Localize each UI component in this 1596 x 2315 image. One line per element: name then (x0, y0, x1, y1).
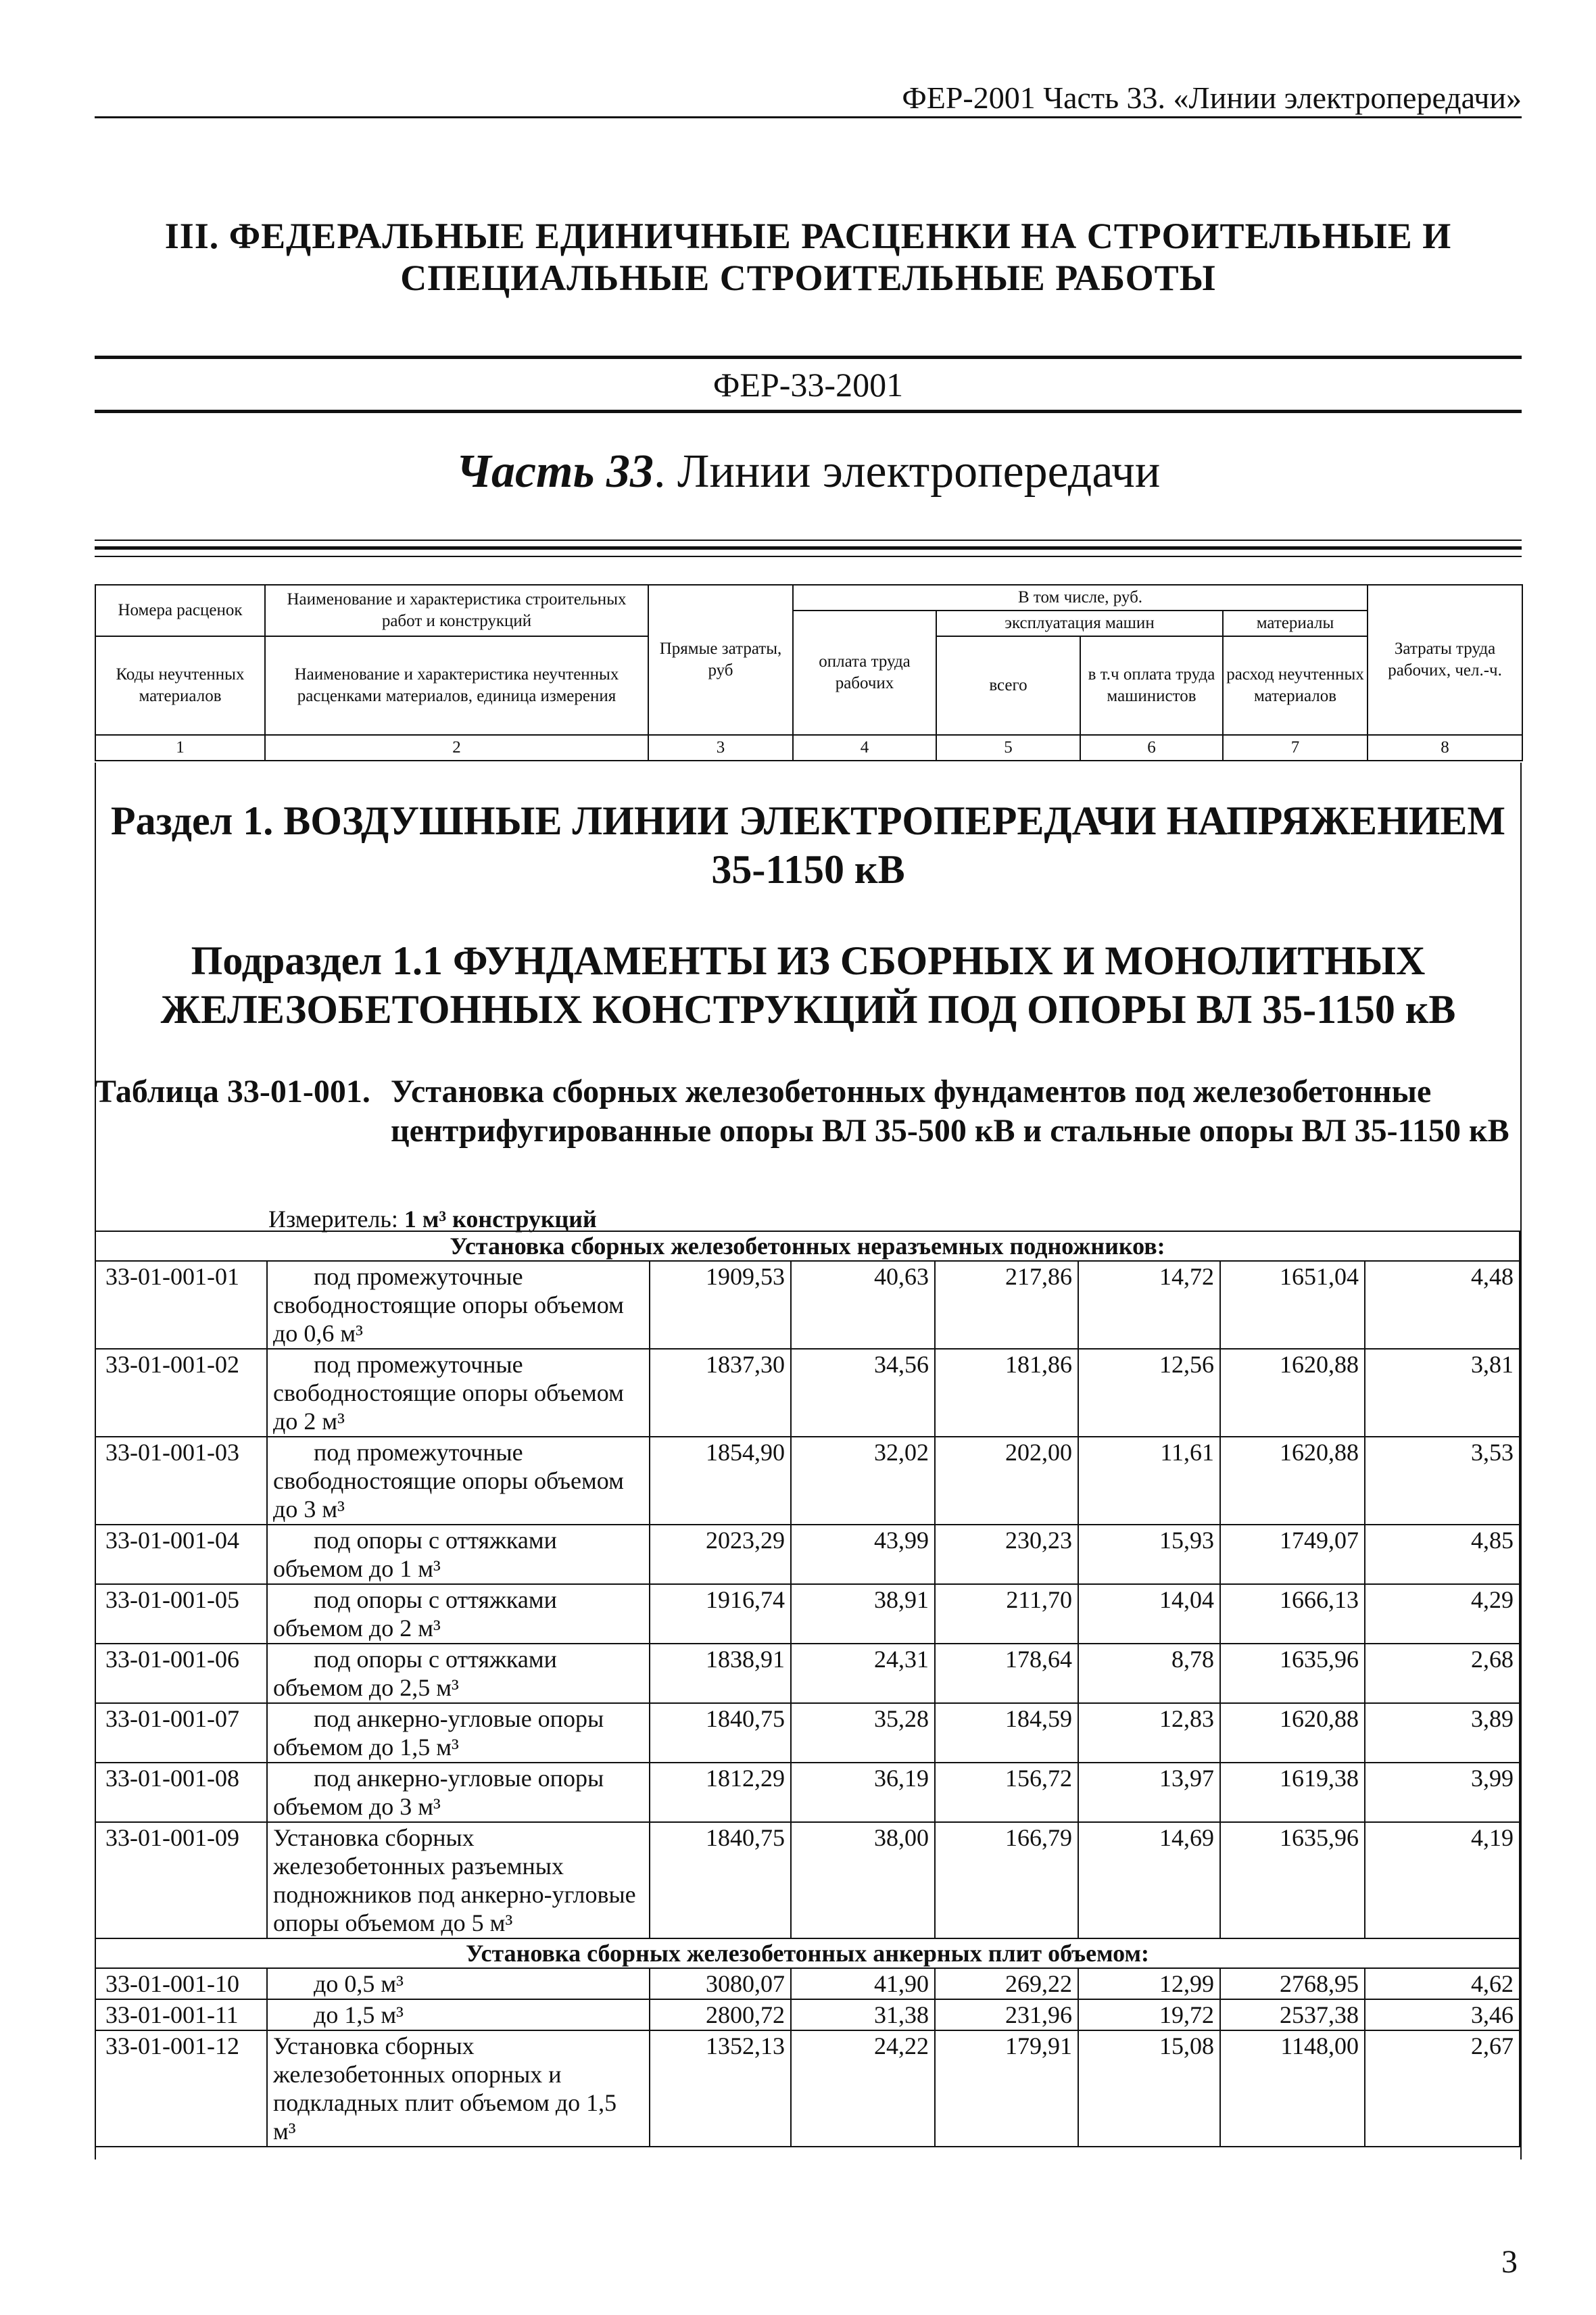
unit-line (268, 1205, 597, 1233)
col-number-8: 8 (1368, 735, 1522, 761)
header-machine-total: всего (936, 636, 1080, 735)
rate-name: под промежуточные свободностоящие опоры объемом до 2 м³ (267, 1349, 650, 1437)
header-machine-operation: эксплуатация машин (936, 611, 1223, 636)
col-number-3: 3 (648, 735, 793, 761)
table-row (95, 1763, 1520, 1822)
header-materials: материалы (1223, 611, 1368, 636)
col-number-7: 7 (1223, 735, 1368, 761)
rate-name: под промежуточные свободностоящие опоры объемом до 0,6 м³ (267, 1261, 650, 1349)
rate-direct-costs: 2023,29 (650, 1525, 791, 1584)
rate-machinist-pay: 12,56 (1078, 1349, 1220, 1437)
rate-worker-pay: 41,90 (791, 1968, 935, 1999)
rate-materials: 1635,96 (1220, 1644, 1365, 1703)
rate-machinist-pay: 14,72 (1078, 1261, 1220, 1349)
rate-name: под анкерно-угловые опоры объемом до 1,5 м³ (267, 1703, 650, 1763)
rate-name: Установка сборных железобетонных опорных и подкладных плит объемом до 1,5 м³ (267, 2030, 650, 2147)
rate-labor-costs: 2,67 (1365, 2030, 1520, 2147)
rate-worker-pay: 32,02 (791, 1437, 935, 1525)
section-title-line-2: 35-1150 кВ (711, 847, 905, 892)
rate-materials: 1666,13 (1220, 1584, 1365, 1644)
col-number-6: 6 (1080, 735, 1223, 761)
rate-machine-total: 230,23 (935, 1525, 1078, 1584)
rate-code: 33-01-001-04 (95, 1525, 267, 1584)
header-material-name: Наименование и характеристика неучтенных расценками материалов, единица измерения (265, 636, 648, 735)
rate-materials: 1635,96 (1220, 1822, 1365, 1938)
rate-materials: 1749,07 (1220, 1525, 1365, 1584)
subsection-title (95, 936, 1522, 1034)
rate-machine-total: 179,91 (935, 2030, 1078, 2147)
rate-name: до 1,5 м³ (267, 1999, 650, 2030)
rate-labor-costs: 3,81 (1365, 1349, 1520, 1437)
rate-direct-costs: 1838,91 (650, 1644, 791, 1703)
rate-worker-pay: 38,91 (791, 1584, 935, 1644)
rate-direct-costs: 1916,74 (650, 1584, 791, 1644)
col-number-1: 1 (95, 735, 265, 761)
table-row (95, 1349, 1520, 1437)
rates-table-body (95, 1231, 1520, 2147)
running-header: ФЕР-2001 Часть 33. «Линии электропередачи» (902, 80, 1522, 115)
rate-direct-costs: 1909,53 (650, 1261, 791, 1349)
rate-name: до 0,5 м³ (267, 1968, 650, 1999)
rate-code: 33-01-001-06 (95, 1644, 267, 1703)
rate-machinist-pay: 13,97 (1078, 1763, 1220, 1822)
rate-machinist-pay: 11,61 (1078, 1437, 1220, 1525)
main-heading (95, 215, 1522, 299)
rate-labor-costs: 3,53 (1365, 1437, 1520, 1525)
rate-code: 33-01-001-10 (95, 1968, 267, 1999)
part-title-number: Часть 33 (456, 446, 654, 498)
rate-machine-total: 181,86 (935, 1349, 1078, 1437)
header-direct-costs: Прямые затраты, руб (648, 585, 793, 735)
group-title: Установка сборных железобетонных неразъемных подножников: (95, 1231, 1520, 1261)
table-row (95, 1437, 1520, 1525)
rate-worker-pay: 34,56 (791, 1349, 935, 1437)
col-number-4: 4 (793, 735, 936, 761)
rate-machinist-pay: 19,72 (1078, 1999, 1220, 2030)
rule-above-table-1 (95, 540, 1522, 541)
rate-machine-total: 178,64 (935, 1644, 1078, 1703)
rate-direct-costs: 1840,75 (650, 1703, 791, 1763)
rate-direct-costs: 1854,90 (650, 1437, 791, 1525)
rate-materials: 1148,00 (1220, 2030, 1365, 2147)
rate-labor-costs: 4,19 (1365, 1822, 1520, 1938)
rate-code: 33-01-001-08 (95, 1763, 267, 1822)
part-title (95, 445, 1522, 499)
rate-machine-total: 202,00 (935, 1437, 1078, 1525)
rate-name: под опоры с оттяжками объемом до 2 м³ (267, 1584, 650, 1644)
header-work-name: Наименование и характеристика строительных работ и конструкций (265, 585, 648, 636)
table-row (95, 1822, 1520, 1938)
rate-machinist-pay: 14,04 (1078, 1584, 1220, 1644)
unit-label: Измеритель: (268, 1206, 404, 1233)
subsection-title-line-2: ЖЕЛЕЗОБЕТОННЫХ КОНСТРУКЦИЙ ПОД ОПОРЫ ВЛ 35-1150 кВ (160, 987, 1456, 1032)
rate-code: 33-01-001-07 (95, 1703, 267, 1763)
rate-machine-total: 269,22 (935, 1968, 1078, 1999)
rule-above-table-3 (95, 556, 1522, 557)
header-labor-costs: Затраты труда рабочих, чел.-ч. (1368, 585, 1522, 735)
rate-direct-costs: 1837,30 (650, 1349, 791, 1437)
rate-name: под опоры с оттяжками объемом до 2,5 м³ (267, 1644, 650, 1703)
header-rate-numbers: Номера расценок (95, 585, 265, 636)
rate-code: 33-01-001-11 (95, 1999, 267, 2030)
header-rule (95, 116, 1522, 118)
rate-worker-pay: 40,63 (791, 1261, 935, 1349)
rate-materials: 1619,38 (1220, 1763, 1365, 1822)
table-row (95, 1525, 1520, 1584)
page-number: 3 (1501, 2244, 1518, 2280)
rate-worker-pay: 43,99 (791, 1525, 935, 1584)
column-header-table (95, 584, 1523, 761)
rate-code: 33-01-001-02 (95, 1349, 267, 1437)
table-caption-label: Таблица 33-01-001. (95, 1074, 370, 1109)
rule-below-code (95, 410, 1522, 413)
section-title-line-1: Раздел 1. ВОЗДУШНЫЕ ЛИНИИ ЭЛЕКТРОПЕРЕДАЧИ НАПРЯЖЕНИЕМ (110, 798, 1506, 843)
rate-labor-costs: 4,85 (1365, 1525, 1520, 1584)
rate-machinist-pay: 12,99 (1078, 1968, 1220, 1999)
rate-materials: 2768,95 (1220, 1968, 1365, 1999)
rate-machine-total: 217,86 (935, 1261, 1078, 1349)
rate-labor-costs: 2,68 (1365, 1644, 1520, 1703)
rate-direct-costs: 2800,72 (650, 1999, 791, 2030)
rate-labor-costs: 3,89 (1365, 1703, 1520, 1763)
header-worker-pay: оплата труда рабочих (793, 611, 936, 735)
unit-value: 1 м³ конструкций (404, 1206, 597, 1233)
rate-machinist-pay: 15,93 (1078, 1525, 1220, 1584)
main-heading-line-2: СПЕЦИАЛЬНЫЕ СТРОИТЕЛЬНЫЕ РАБОТЫ (400, 258, 1216, 298)
rates-table (95, 1231, 1520, 2147)
rate-worker-pay: 36,19 (791, 1763, 935, 1822)
rate-code: 33-01-001-12 (95, 2030, 267, 2147)
rate-labor-costs: 3,99 (1365, 1763, 1520, 1822)
group-header-row (95, 1231, 1520, 1261)
table-row (95, 1968, 1520, 1999)
header-including: В том числе, руб. (793, 585, 1368, 611)
rate-machine-total: 211,70 (935, 1584, 1078, 1644)
group-title: Установка сборных железобетонных анкерных плит объемом: (95, 1938, 1520, 1968)
rule-above-table-2 (95, 546, 1522, 550)
rule-above-code (95, 356, 1522, 359)
rate-direct-costs: 1352,13 (650, 2030, 791, 2147)
rate-machinist-pay: 12,83 (1078, 1703, 1220, 1763)
rate-materials: 1651,04 (1220, 1261, 1365, 1349)
rate-code: 33-01-001-01 (95, 1261, 267, 1349)
rate-worker-pay: 38,00 (791, 1822, 935, 1938)
rate-direct-costs: 3080,07 (650, 1968, 791, 1999)
main-heading-line-1: III. ФЕДЕРАЛЬНЫЕ ЕДИНИЧНЫЕ РАСЦЕНКИ НА СТРОИТЕЛЬНЫЕ И (164, 216, 1452, 256)
rate-worker-pay: 35,28 (791, 1703, 935, 1763)
rate-labor-costs: 3,46 (1365, 1999, 1520, 2030)
rate-code: 33-01-001-03 (95, 1437, 267, 1525)
table-caption-text: Установка сборных железобетонных фундаментов под железобетонные центрифугированные опоры ВЛ 35-500 кВ и стальные опоры ВЛ 35-1150 кВ (391, 1074, 1509, 1149)
rate-name: под анкерно-угловые опоры объемом до 3 м³ (267, 1763, 650, 1822)
section-title (95, 796, 1522, 894)
rate-name: под промежуточные свободностоящие опоры объемом до 3 м³ (267, 1437, 650, 1525)
table-row (95, 1584, 1520, 1644)
rate-machine-total: 156,72 (935, 1763, 1078, 1822)
rate-materials: 1620,88 (1220, 1349, 1365, 1437)
rate-labor-costs: 4,48 (1365, 1261, 1520, 1349)
table-row (95, 1999, 1520, 2030)
rate-name: под опоры с оттяжками объемом до 1 м³ (267, 1525, 650, 1584)
rate-machinist-pay: 14,69 (1078, 1822, 1220, 1938)
rate-direct-costs: 1812,29 (650, 1763, 791, 1822)
table-row (95, 2030, 1520, 2147)
rate-code: 33-01-001-05 (95, 1584, 267, 1644)
rate-machinist-pay: 8,78 (1078, 1644, 1220, 1703)
rate-materials: 1620,88 (1220, 1437, 1365, 1525)
col-number-5: 5 (936, 735, 1080, 761)
header-codes-unlisted: Коды неучтенных материалов (95, 636, 265, 735)
group-header-row (95, 1938, 1520, 1968)
rate-code: 33-01-001-09 (95, 1822, 267, 1938)
subsection-title-line-1: Подраздел 1.1 ФУНДАМЕНТЫ ИЗ СБОРНЫХ И МОНОЛИТНЫХ (191, 938, 1426, 983)
table-row (95, 1261, 1520, 1349)
rate-worker-pay: 24,22 (791, 2030, 935, 2147)
rate-machine-total: 231,96 (935, 1999, 1078, 2030)
rate-labor-costs: 4,62 (1365, 1968, 1520, 1999)
part-title-name: . Линии электропередачи (654, 446, 1161, 498)
rate-machine-total: 166,79 (935, 1822, 1078, 1938)
table-row (95, 1644, 1520, 1703)
rate-worker-pay: 31,38 (791, 1999, 935, 2030)
rate-machinist-pay: 15,08 (1078, 2030, 1220, 2147)
rate-materials: 1620,88 (1220, 1703, 1365, 1763)
header-machinist-pay: в т.ч оплата труда машинистов (1080, 636, 1223, 735)
rate-materials: 2537,38 (1220, 1999, 1365, 2030)
rate-name: Установка сборных железобетонных разъемных подножников под анкерно-угловые опоры объемом до 5 м³ (267, 1822, 650, 1938)
header-unlisted-consumption: расход неучтенных материалов (1223, 636, 1368, 735)
rate-worker-pay: 24,31 (791, 1644, 935, 1703)
col-number-2: 2 (265, 735, 648, 761)
rate-direct-costs: 1840,75 (650, 1822, 791, 1938)
doc-code: ФЕР-33-2001 (712, 366, 904, 404)
table-row (95, 1703, 1520, 1763)
rate-machine-total: 184,59 (935, 1703, 1078, 1763)
rate-labor-costs: 4,29 (1365, 1584, 1520, 1644)
